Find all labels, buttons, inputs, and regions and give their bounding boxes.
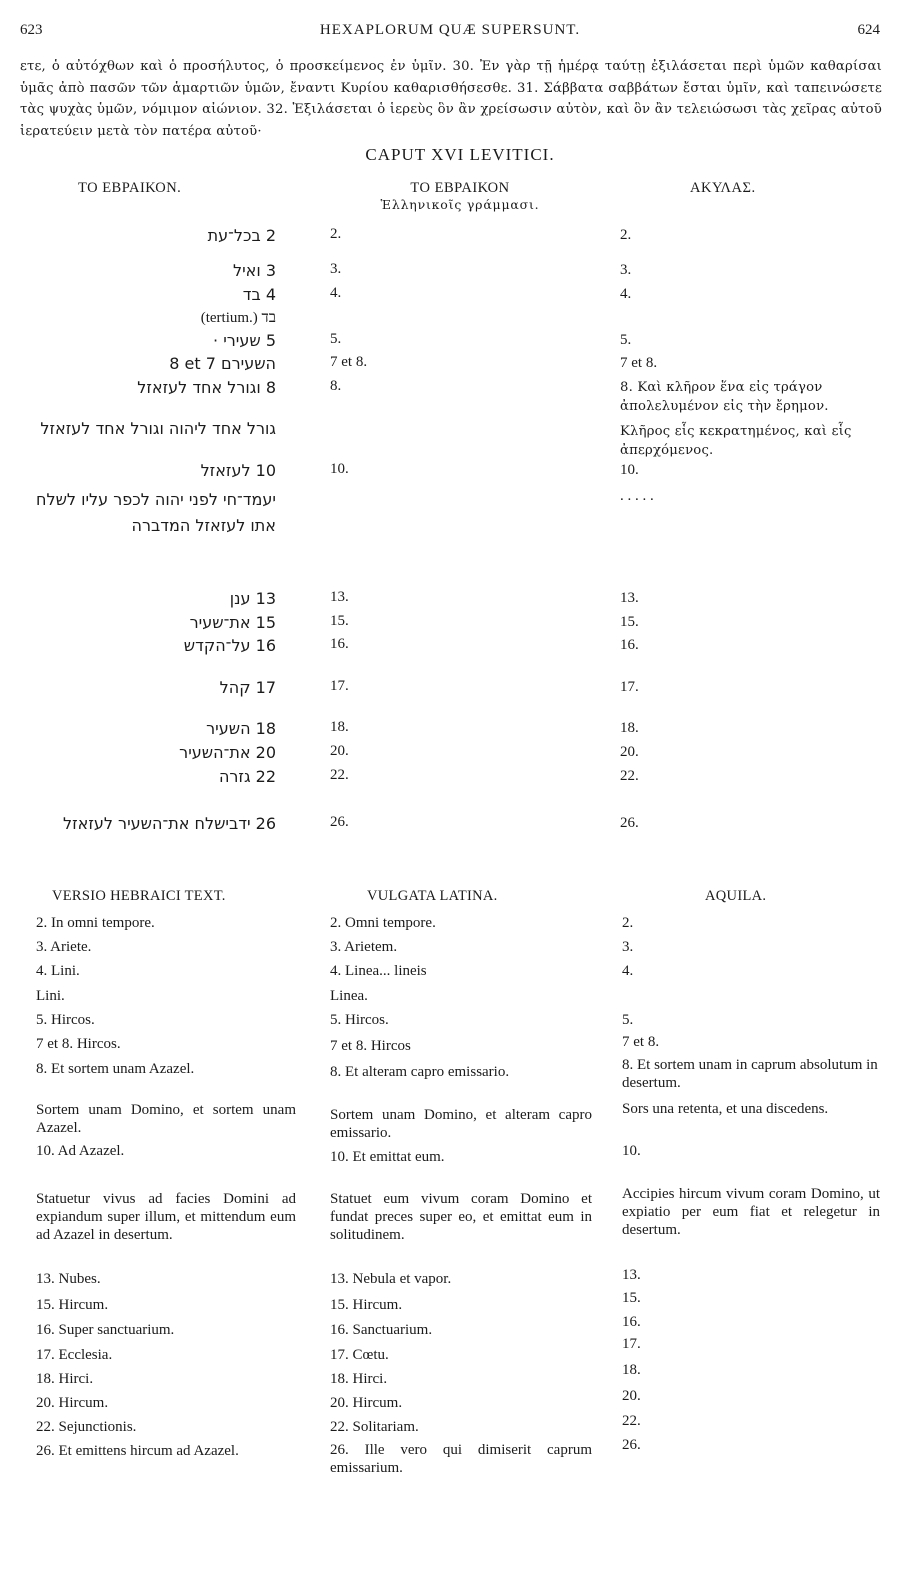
greek-cell: 20. bbox=[330, 743, 349, 759]
versio-cell: 4. Lini. bbox=[36, 963, 80, 979]
versio-cell: 15. Hircum. bbox=[36, 1297, 109, 1313]
versio-cell: 13. Nubes. bbox=[36, 1271, 101, 1287]
versio-cell: 20. Hircum. bbox=[36, 1395, 109, 1411]
versio-cell: 16. Super sanctuarium. bbox=[36, 1322, 175, 1338]
versio-cell: 22. Sejunctionis. bbox=[36, 1419, 137, 1435]
vulgata-cell: 16. Sanctuarium. bbox=[330, 1322, 433, 1338]
col-head-hebrew-greek-sub: Ἑλληνικοῖς γράμμασι. bbox=[380, 197, 540, 212]
col-head-aquila: ΑΚΥΛΑΣ. bbox=[690, 180, 756, 196]
versio-cell: 7 et 8. Hircos. bbox=[36, 1036, 121, 1052]
vulgata-cell: 26. Ille vero qui dimiserit caprum emissarium. bbox=[330, 1442, 592, 1476]
versio-cell: 18. Hirci. bbox=[36, 1371, 94, 1387]
aquila-latin-cell: 2. bbox=[622, 915, 634, 931]
vulgata-cell: Statuet eum vivum coram Domino et fundat preces super eo, et emittat eum in solitudinem. bbox=[330, 1191, 592, 1243]
hebrew-cell: 8 et 7 השעירם bbox=[169, 354, 276, 373]
aquila-latin-cell: 20. bbox=[622, 1388, 641, 1404]
hebrew-cell: 18 השעיר bbox=[206, 719, 276, 738]
aquila-latin-cell: 7 et 8. bbox=[622, 1034, 660, 1050]
aquila-latin-cell: 18. bbox=[622, 1362, 641, 1378]
aquila-latin-cell: 26. bbox=[622, 1437, 641, 1453]
hebrew-cell: 10 לעזאזל bbox=[200, 461, 276, 480]
hebrew-cell: (tertium.) בד bbox=[200, 310, 276, 326]
hebrew-cell: 20 את־השעיר bbox=[179, 743, 276, 762]
greek-cell: 2. bbox=[330, 226, 342, 242]
vulgata-cell: 8. Et alteram capro emissario. bbox=[330, 1064, 510, 1080]
aquila-latin-cell: 8. Et sortem unam in caprum absolutum in desertum. bbox=[622, 1057, 878, 1091]
versio-cell: 10. Ad Azazel. bbox=[36, 1143, 125, 1159]
aquila-cell: 22. bbox=[620, 768, 639, 784]
greek-cell: 15. bbox=[330, 613, 349, 629]
aquila-latin-cell: Accipies hircum vivum coram Domino, ut expiatio per eum fiat et relegetur in desertum. bbox=[622, 1186, 880, 1238]
aquila-latin-cell: 4. bbox=[622, 963, 634, 979]
aquila-latin-cell: 16. bbox=[622, 1314, 641, 1330]
greek-cell: 18. bbox=[330, 719, 349, 735]
greek-cell: 26. bbox=[330, 814, 349, 830]
aquila-cell: 20. bbox=[620, 744, 639, 760]
vulgata-cell: 7 et 8. Hircos bbox=[330, 1038, 411, 1054]
versio-cell: 2. In omni tempore. bbox=[36, 915, 155, 931]
greek-cell: 5. bbox=[330, 331, 342, 347]
greek-cell: 7 et 8. bbox=[330, 354, 368, 370]
col-head-hebrew-greek-title: ΤΟ ΕΒΡΑΙΚΟΝ bbox=[410, 180, 510, 196]
intro-paragraph: ετε, ὁ αὐτόχθων καὶ ὁ προσήλυτος, ὁ προσκείμενος ἐν ὑμῖν. 30. Ἐν γὰρ τῇ ἡμέρᾳ ταύτῃ ἐξιλάσεται περὶ ὑμῶν καθαρίσαι ὑμᾶς ἀπὸ πασῶν τῶν ἁμαρτιῶν ὑμῶν, ἔναντι Κυρίου καθαρισθήσεσθε. 31. Σάββατα σαββάτων ἔσται ὑμῖν, καὶ ταπεινώσετε τὰς ψυχὰς ὑμῶν, νόμιμον αἰώνιον. 32. Ἐξιλάσεται ὁ ἱερεὺς ὃν ἂν χρείσωσιν αὐτὸν, καὶ ὃν ἂν τελειώσωσι τὰς χεῖρας αὐτοῦ ἱερατεύειν μετὰ τὸν πατέρα αὐτοῦ· bbox=[20, 59, 882, 139]
hebrew-cell: 5 שעירי · bbox=[213, 331, 276, 350]
hebrew-cell: 26 ידבישלח את־השעיר לעזאזל bbox=[62, 814, 276, 833]
aquila-cell: 8. Καὶ κλῆρον ἕνα εἰς τράγον ἀπολελυμένον εἰς τὴν ἔρημον. bbox=[620, 380, 829, 414]
page-number-right: 624 bbox=[857, 22, 880, 38]
aquila-cell: 13. bbox=[620, 590, 639, 606]
vulgata-cell: 3. Arietem. bbox=[330, 939, 398, 955]
vulgata-cell: 2. Omni tempore. bbox=[330, 915, 436, 931]
greek-cell: 13. bbox=[330, 589, 349, 605]
hebrew-cell: 13 ענן bbox=[229, 589, 276, 608]
hebrew-cell: 3 ואיל bbox=[233, 261, 276, 280]
aquila-cell: 16. bbox=[620, 637, 639, 653]
latin-head-versio: VERSIO HEBRAICI TEXT. bbox=[52, 888, 226, 904]
aquila-cell: 7 et 8. bbox=[620, 355, 658, 371]
aquila-cell: 2. bbox=[620, 227, 632, 243]
vulgata-cell: Sortem unam Domino, et alteram capro emissario. bbox=[330, 1107, 592, 1141]
aquila-cell: . . . . . bbox=[620, 488, 654, 504]
hebrew-cell: 8 וגורל אחד לעזאזל bbox=[137, 378, 276, 397]
aquila-latin-cell: 3. bbox=[622, 939, 634, 955]
latin-head-aquila: AQUILA. bbox=[705, 888, 767, 904]
vulgata-cell: 18. Hirci. bbox=[330, 1371, 388, 1387]
aquila-cell: 5. bbox=[620, 332, 632, 348]
greek-cell: 10. bbox=[330, 461, 349, 477]
aquila-cell: 10. bbox=[620, 462, 639, 478]
vulgata-cell: 5. Hircos. bbox=[330, 1012, 389, 1028]
aquila-latin-cell: 22. bbox=[622, 1413, 641, 1429]
aquila-cell: 15. bbox=[620, 614, 639, 630]
hebrew-cell: גורל אחד ליהוה וגורל אחד לעזאזל bbox=[40, 419, 276, 438]
aquila-cell: 17. bbox=[620, 679, 639, 695]
aquila-latin-cell: 17. bbox=[622, 1336, 641, 1352]
running-header bbox=[20, 22, 880, 46]
aquila-latin-cell: 5. bbox=[622, 1012, 634, 1028]
versio-cell: 26. Et emittens hircum ad Azazel. bbox=[36, 1443, 239, 1459]
versio-cell: 5. Hircos. bbox=[36, 1012, 95, 1028]
hebrew-cell: 22 גזרה bbox=[218, 767, 276, 786]
hebrew-cell: 17 קהל bbox=[219, 678, 276, 697]
aquila-latin-cell: 13. bbox=[622, 1267, 641, 1283]
latin-head-vulgata: VULGATA LATINA. bbox=[367, 888, 498, 904]
hebrew-cell: יעמד־חי לפני יהוה לכפר עליו לשלח אתו לעזאזל המדברה bbox=[36, 490, 276, 535]
vulgata-cell: 20. Hircum. bbox=[330, 1395, 403, 1411]
vulgata-cell: 15. Hircum. bbox=[330, 1297, 403, 1313]
vulgata-cell: 22. Solitariam. bbox=[330, 1419, 419, 1435]
aquila-cell: 18. bbox=[620, 720, 639, 736]
hebrew-cell: 15 את־שעיר bbox=[189, 613, 276, 632]
versio-cell: 17. Ecclesia. bbox=[36, 1347, 113, 1363]
versio-cell: Statuetur vivus ad facies Domini ad expiandum super illum, et mittendum eum ad Azazel in desertum. bbox=[36, 1191, 296, 1243]
vulgata-cell: 13. Nebula et vapor. bbox=[330, 1271, 452, 1287]
aquila-cell: 26. bbox=[620, 815, 639, 831]
hebrew-cell: 2 בכל־עת bbox=[207, 226, 276, 245]
col-head-hebrew-greek bbox=[370, 180, 550, 212]
aquila-latin-cell: 10. bbox=[622, 1143, 641, 1159]
hebrew-cell: 4 בד bbox=[242, 285, 276, 304]
page-number-left: 623 bbox=[20, 22, 43, 38]
greek-cell: 3. bbox=[330, 261, 342, 277]
vulgata-cell: Linea. bbox=[330, 988, 368, 1004]
hebrew-cell: 16 על־הקדש bbox=[183, 636, 276, 655]
aquila-latin-cell: 15. bbox=[622, 1290, 641, 1306]
running-title: HEXAPLORUM QUÆ SUPERSUNT. bbox=[319, 22, 581, 38]
col-head-hebrew: ΤΟ ΕΒΡΑΙΚΟΝ. bbox=[78, 180, 182, 196]
vulgata-cell: 17. Cœtu. bbox=[330, 1347, 389, 1363]
aquila-latin-cell: Sors una retenta, et una discedens. bbox=[622, 1101, 829, 1117]
vulgata-cell: 10. Et emittat eum. bbox=[330, 1149, 445, 1165]
greek-cell: 4. bbox=[330, 285, 342, 301]
aquila-cell: 3. bbox=[620, 262, 632, 278]
aquila-cell: 4. bbox=[620, 286, 632, 302]
aquila-cell: Κλῆρος εἷς κεκρατημένος, καὶ εἷς ἀπερχόμενος. bbox=[620, 424, 852, 458]
versio-cell: 3. Ariete. bbox=[36, 939, 92, 955]
versio-cell: Sortem unam Domino, et sortem unam Azazel. bbox=[36, 1102, 296, 1136]
versio-cell: 8. Et sortem unam Azazel. bbox=[36, 1061, 195, 1077]
greek-cell: 16. bbox=[330, 636, 349, 652]
versio-cell: Lini. bbox=[36, 988, 65, 1004]
greek-cell: 8. bbox=[330, 378, 342, 394]
greek-cell: 22. bbox=[330, 767, 349, 783]
vulgata-cell: 4. Linea... lineis bbox=[330, 963, 427, 979]
chapter-title: CAPUT XVI LEVITICI. bbox=[365, 145, 555, 164]
greek-cell: 17. bbox=[330, 678, 349, 694]
